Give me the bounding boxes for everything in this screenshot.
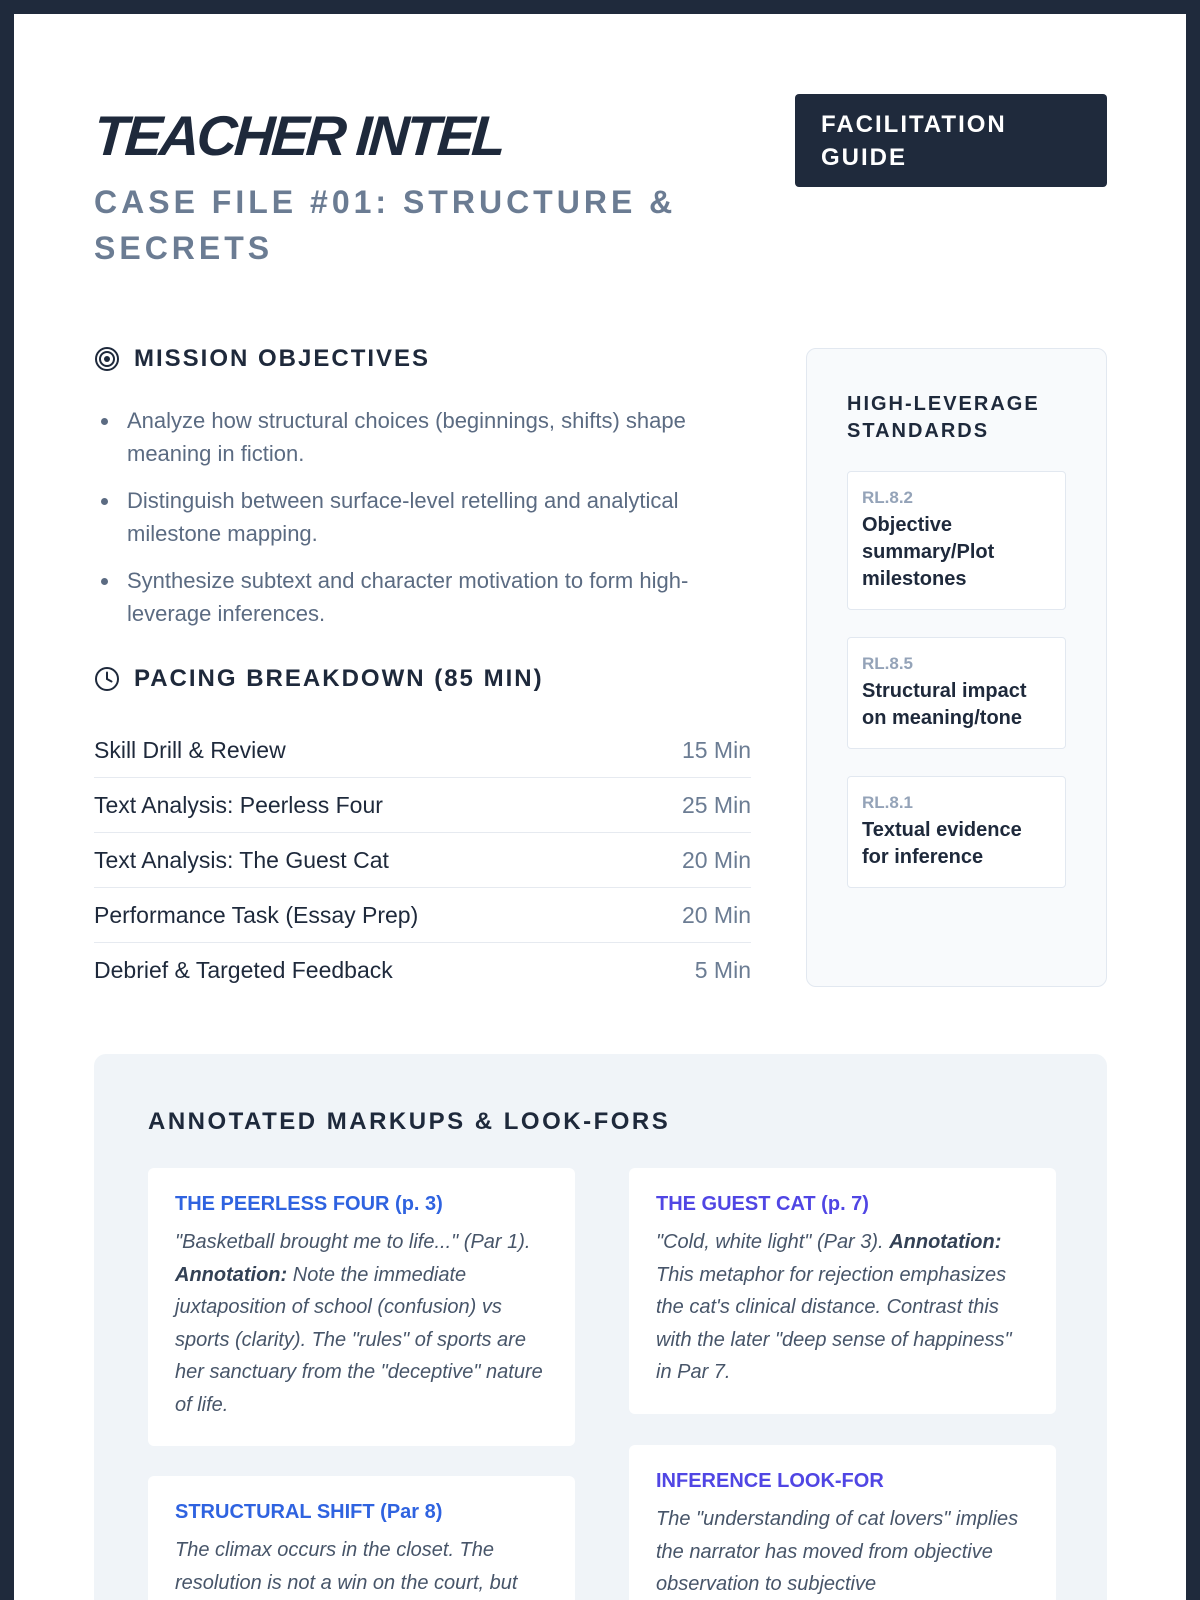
standard-code: RL.8.1 [862, 793, 914, 812]
markup-quote: "Cold, white light" (Par 3). [656, 1231, 884, 1253]
pacing-minutes: 20 Min [681, 846, 751, 873]
pacing-row [94, 723, 751, 778]
mission-objectives-title: MISSION OBJECTIVES [134, 345, 431, 372]
document-sheet [14, 14, 1186, 1600]
standard-card [847, 637, 1066, 749]
pacing-row [94, 778, 751, 833]
pacing-minutes: 20 Min [681, 901, 751, 928]
standard-card [847, 776, 1066, 888]
pacing-heading [94, 665, 544, 693]
objective-item: Synthesize subtext and character motivation to form high-leverage inferences. [94, 564, 734, 630]
standard-description: Textual evidence for inference [862, 819, 1022, 868]
pacing-minutes: 5 Min [694, 956, 751, 983]
standard-code: RL.8.2 [862, 488, 914, 507]
standard-code: RL.8.5 [862, 654, 914, 673]
annotation-label: Annotation: [175, 1263, 288, 1286]
objectives-list [94, 404, 734, 644]
markup-card-title: INFERENCE LOOK-FOR [656, 1470, 884, 1492]
mission-objectives-heading [94, 345, 430, 373]
standard-card [847, 471, 1066, 610]
pacing-label: Debrief & Targeted Feedback [94, 956, 393, 983]
markup-text: Note the immediate juxtaposition of school (confusion) vs sports (clarity). The "rules" of sports are her sanctuary from the "deceptive" nature of life. [175, 1263, 543, 1416]
target-icon [94, 346, 120, 372]
standard-description: Objective summary/Plot milestones [862, 514, 995, 590]
pacing-title: PACING BREAKDOWN (85 MIN) [134, 665, 544, 692]
pacing-row [94, 888, 751, 943]
brand-title: TEACHER INTEL [91, 104, 506, 167]
pacing-minutes: 25 Min [681, 791, 751, 818]
markup-card-body [656, 1226, 1029, 1389]
markup-card-structural-shift [148, 1476, 575, 1600]
standards-title: HIGH-LEVERAGE STANDARDS [847, 393, 1040, 442]
pacing-row [94, 833, 751, 888]
markup-card-inference-look-for [629, 1445, 1056, 1600]
markup-text: This metaphor for rejection emphasizes the cat's clinical distance. Contrast this with the later "deep sense of happiness" in Par 7. [656, 1263, 1012, 1383]
markup-text: The climax occurs in the closet. The resolution is not a win on the court, but [175, 1539, 518, 1594]
objective-item: Analyze how structural choices (beginnings, shifts) shape meaning in fiction. [94, 404, 734, 470]
pacing-table [94, 723, 751, 997]
annotated-markups-section [94, 1054, 1107, 1600]
markup-text: The "understanding of cat lovers" implies the narrator has moved from objective observation to subjective [656, 1508, 1019, 1595]
markup-quote: "Basketball brought me to life..." (Par 1). [175, 1231, 531, 1253]
clock-icon [94, 666, 120, 692]
markup-card-body [175, 1226, 548, 1421]
markup-card-peerless-four [148, 1168, 575, 1446]
markup-card-title: STRUCTURAL SHIFT (Par 8) [175, 1501, 443, 1523]
objective-item: Distinguish between surface-level retelling and analytical milestone mapping. [94, 484, 734, 550]
standard-description: Structural impact on meaning/tone [862, 680, 1027, 729]
annotation-label: Annotation: [889, 1231, 1002, 1253]
markup-card-guest-cat [629, 1168, 1056, 1414]
pacing-row [94, 943, 751, 997]
standards-panel [806, 348, 1107, 987]
facilitation-guide-badge: FACILITATION GUIDE [795, 94, 1107, 187]
pacing-label: Text Analysis: The Guest Cat [94, 846, 389, 873]
pacing-label: Performance Task (Essay Prep) [94, 901, 419, 928]
pacing-minutes: 15 Min [681, 736, 751, 763]
markups-title: ANNOTATED MARKUPS & LOOK-FORS [148, 1108, 671, 1135]
markup-card-title: THE GUEST CAT (p. 7) [656, 1193, 869, 1215]
pacing-label: Text Analysis: Peerless Four [94, 791, 383, 818]
markup-card-title: THE PEERLESS FOUR (p. 3) [175, 1193, 443, 1215]
case-file-title: CASE FILE #01: STRUCTURE & SECRETS [94, 184, 677, 266]
pacing-label: Skill Drill & Review [94, 736, 286, 763]
